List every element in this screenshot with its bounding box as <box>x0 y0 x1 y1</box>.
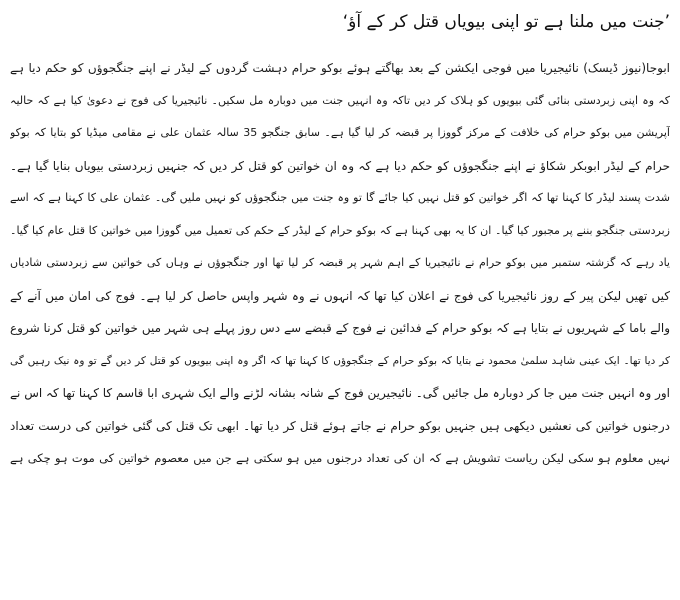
body-line: کیں تھیں لیکن پیر کے روز نائیجیریا کی فوج نے اعلان کیا تھا کہ انہوں نے وہ شہر واپس حاصل کر لیا ہے۔ فوج کی امان میں آنے کے <box>10 288 670 303</box>
body-line: شدت پسند لیڈر کا کہنا تھا کہ اگر خواتین کو قتل نہیں کیا جائے گا تو وہ جنت میں جنگجوؤں کو نہیں ملیں گی۔ عثمان علی کا کہنا ہے کہ اسے <box>10 191 670 204</box>
article-headline: ’جنت میں ملنا ہے تو اپنی بیویاں قتل کر کے آؤ‘ <box>342 12 670 32</box>
body-line: آپریشن میں بوکو حرام کی خلافت کے مرکز گووزا پر قبضہ کر لیا گیا ہے۔ سابق جنگجو 35 سالہ عثمان علی نے مقامی میڈیا کو بتایا کہ بوکو <box>10 126 670 139</box>
body-line: کہ وہ اپنی زبردستی بنائی گئی بیویوں کو ہلاک کر دیں تاکہ وہ انہیں جنت میں دوبارہ مل سکیں۔ نائیجیریا کی فوج نے دعویٰ کیا ہے کہ حالیہ <box>10 93 670 107</box>
body-line: یاد رہے کہ گزشتہ ستمبر میں بوکو حرام نے نائیجیریا کے اہم شہر پر قبضہ کر لیا تھا اور جنگجوؤں نے وہاں کی خواتین سے زبردستی شادیاں <box>10 256 670 269</box>
article-body <box>10 52 670 475</box>
body-line: نہیں معلوم ہو سکی لیکن ریاست تشویش ہے کہ ان کی تعداد درجنوں میں ہو سکتی ہے جن میں معصوم خواتین کی موت ہو چکی ہے <box>10 451 670 465</box>
body-line: کر دیا تھا۔ ایک عینی شاہد سلمیٰ محمود نے بتایا کہ بوکو حرام کے جنگجوؤں کا کہنا تھا کہ اگر وہ اپنی بیویوں کو قتل کر دیں گے تو وہ نیک رہیں گی <box>10 354 670 367</box>
body-line: درجنوں خواتین کی نعشیں دیکھی ہیں جنہیں بوکو حرام نے جاتے ہوئے قتل کر دیا تھا۔ ابھی تک قتل کی گئی خواتین کی درست تعداد <box>10 418 670 433</box>
body-line: حرام کے لیڈر ابوبکر شکاؤ نے اپنے جنگجوؤں کو حکم دیا ہے کہ وہ ان خواتین کو قتل کر دیں کہ جنہیں زبردستی بیویاں بنایا گیا ہے۔ <box>10 158 670 173</box>
body-line: ابوجا(نیوز ڈیسک) نائیجیریا میں فوجی ایکشن کے بعد بھاگتے ہوئے بوکو حرام دہشت گردوں کے لیڈر نے اپنے جنگجوؤں کو حکم دیا ہے <box>10 61 670 75</box>
body-line: زبردستی جنگجو بننے پر مجبور کیا گیا۔ ان کا یہ بھی کہنا ہے کہ بوکو حرام کے لیڈر کے حکم کی تعمیل میں گووزا میں خواتین کا قتل عام کیا گیا۔ <box>10 223 670 237</box>
body-line: والے باما کے شہریوں نے بتایا ہے کہ بوکو حرام کے فدائین نے فوج کے قبضے سے دس روز پہلے ہی شہر میں خواتین کو قتل کرنا شروع <box>10 321 670 335</box>
body-line: اور وہ انہیں جنت میں جا کر دوبارہ مل جائیں گی۔ نائیجیرین فوج کے شانہ بشانہ لڑنے والے ایک شہری ابا قاسم کا کہنا تھا کہ اس نے <box>10 386 670 400</box>
